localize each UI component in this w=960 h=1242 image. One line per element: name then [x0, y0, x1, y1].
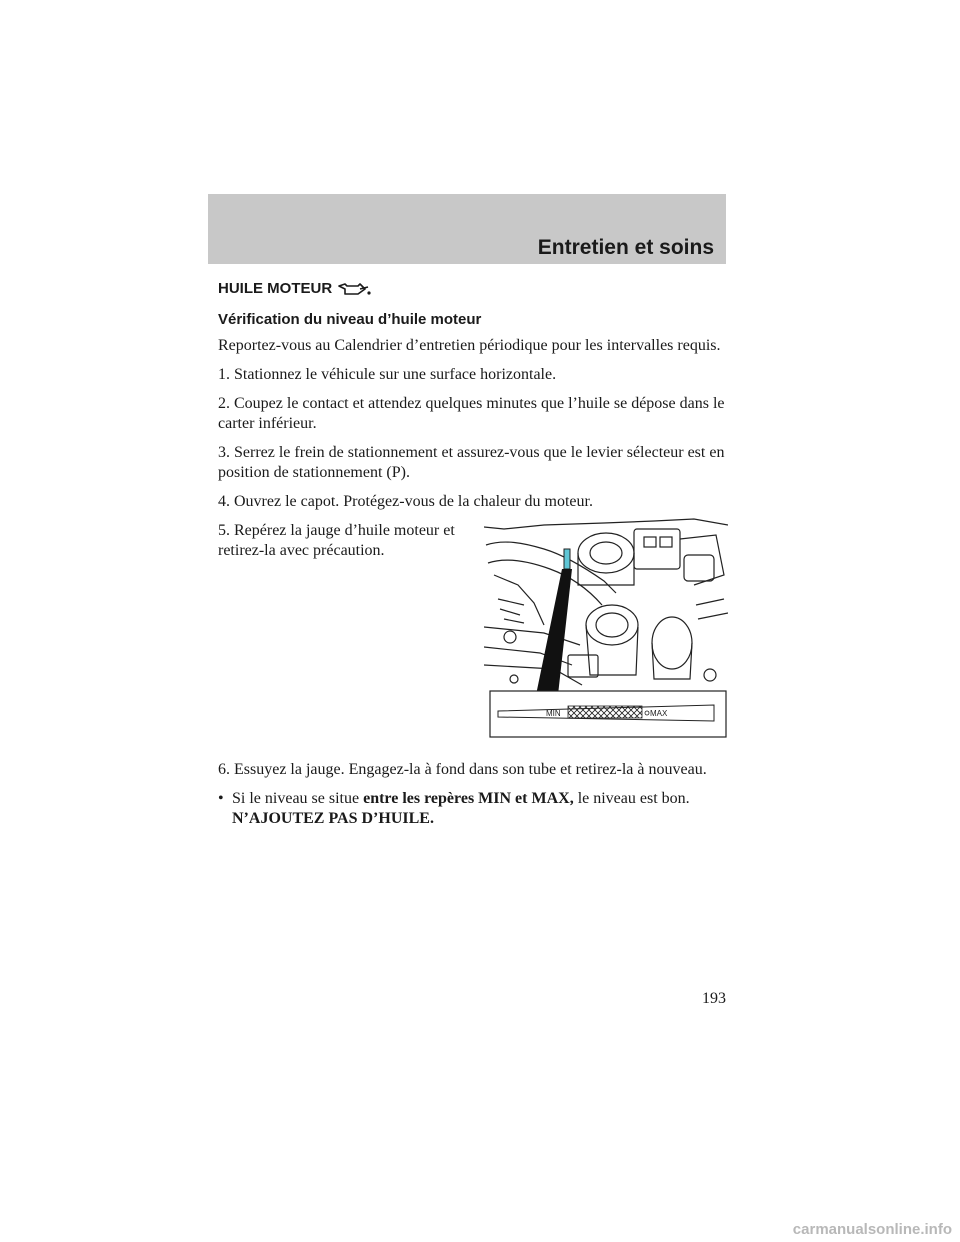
intro-paragraph: Reportez-vous au Calendrier d’entretien périodique pour les intervalles requis.	[218, 337, 721, 354]
step-5-row	[218, 521, 728, 756]
bullet-dot: •	[218, 790, 224, 807]
bullet-bold-middle: entre les repères MIN et MAX,	[363, 790, 574, 807]
dipstick-max-label: MAX	[650, 709, 668, 718]
page-number: 193	[702, 990, 726, 1007]
step-6: 6. Essuyez la jauge. Engagez-la à fond dans son tube et retirez-la à nouveau.	[218, 761, 707, 778]
step-3: 3. Serrez le frein de stationnement et assurez-vous que le levier sélecteur est en position de stationnement (P).	[218, 444, 725, 481]
bullet-bold-end: N’AJOUTEZ PAS D’HUILE.	[232, 810, 434, 827]
oil-can-icon	[338, 281, 372, 297]
page-content	[218, 280, 728, 829]
page-title: Entretien et soins	[537, 236, 714, 259]
section-subtitle: Vérification du niveau d’huile moteur	[218, 311, 482, 328]
step-2: 2. Coupez le contact et attendez quelques minutes que l’huile se dépose dans le carter inférieur.	[218, 395, 725, 432]
step-1: 1. Stationnez le véhicule sur une surface horizontale.	[218, 366, 557, 383]
bullet-text-before: Si le niveau se situe	[232, 790, 364, 807]
bullet-item	[218, 789, 728, 829]
section-title-text: HUILE MOTEUR	[218, 280, 333, 297]
bullet-text-after: le niveau est bon.	[573, 790, 690, 807]
dipstick-min-label: MIN	[546, 709, 561, 718]
engine-dipstick-illustration	[484, 515, 728, 744]
watermark: carmanualsonline.info	[792, 1221, 952, 1238]
step-4: 4. Ouvrez le capot. Protégez-vous de la chaleur du moteur.	[218, 493, 593, 510]
section-title	[218, 280, 728, 297]
bullet-text	[232, 789, 728, 829]
header-band	[208, 194, 726, 264]
step-5: 5. Repérez la jauge d’huile moteur et retirez-la avec précaution.	[218, 522, 455, 559]
